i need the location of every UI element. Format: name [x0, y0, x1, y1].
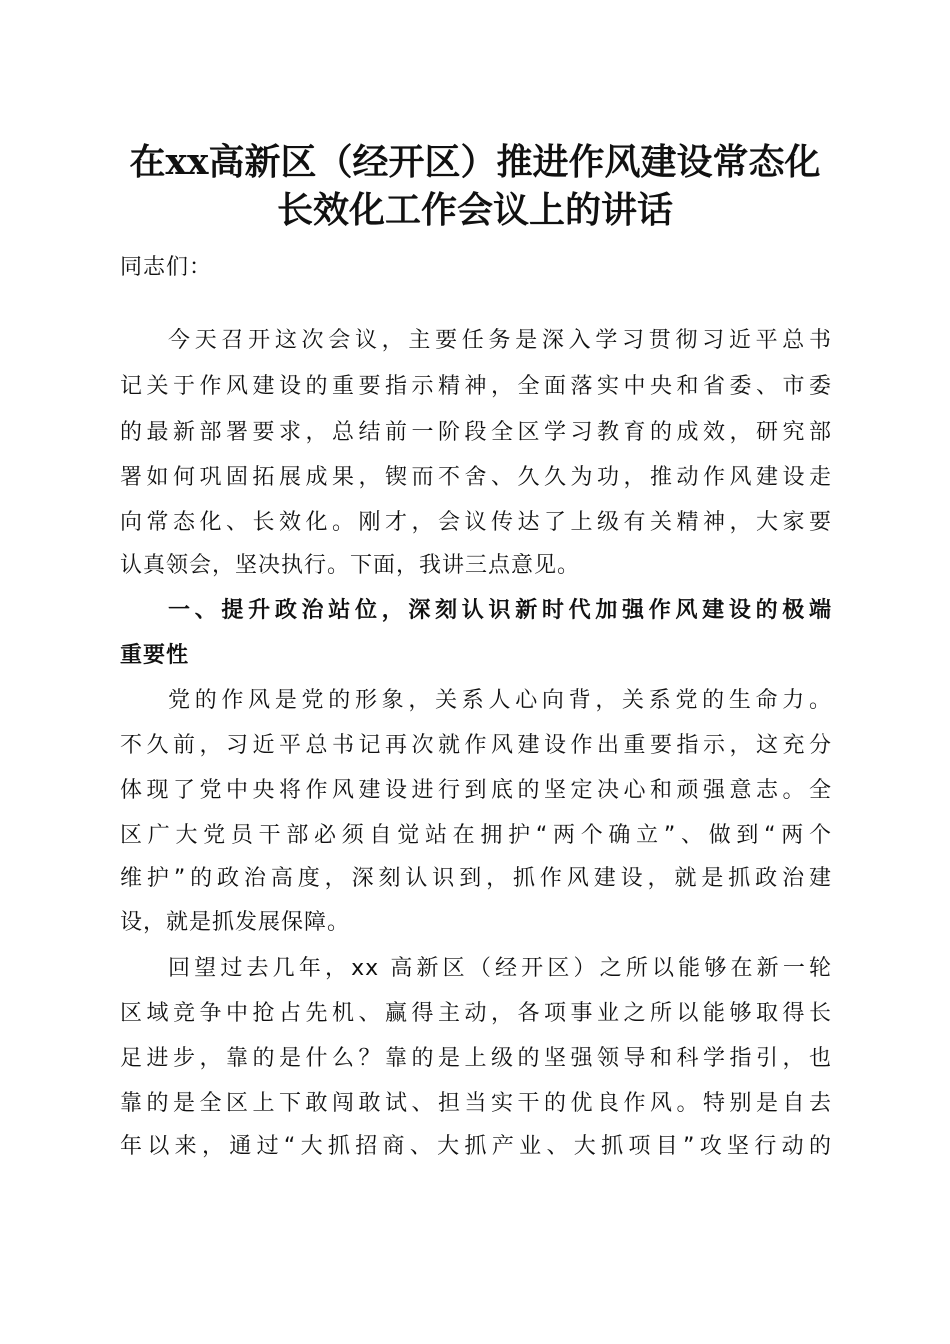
- paragraph-line: 不久前，习近平总书记再次就作风建设作出重要指示，这充分: [120, 733, 832, 758]
- paragraph-line: 的最新部署要求，总结前一阶段全区学习教育的成效，研究部: [120, 420, 832, 445]
- document-title-line-1: 在xx高新区（经开区）推进作风建设常态化: [129, 141, 821, 183]
- paragraph-line: 体现了党中央将作风建设进行到底的坚定决心和顽强意志。全: [120, 778, 832, 803]
- paragraph-line: 区广大党员干部必须自觉站在拥护“两个确立”、做到“两个: [120, 823, 832, 848]
- paragraph-line: 维护”的政治高度，深刻认识到，抓作风建设，就是抓政治建: [120, 866, 832, 891]
- paragraph-line: 区域竞争中抢占先机、赢得主动，各项事业之所以能够取得长: [120, 1001, 832, 1026]
- paragraph-line: 靠的是全区上下敢闯敢试、担当实干的优良作风。特别是自去: [120, 1091, 832, 1116]
- paragraph-line: 足进步，靠的是什么？靠的是上级的坚强领导和科学指引，也: [120, 1046, 832, 1071]
- paragraph-line: 认真领会，坚决执行。下面，我讲三点意见。: [120, 553, 581, 578]
- paragraph-line: 年以来，通过“大抓招商、大抓产业、大抓项目”攻坚行动的: [120, 1134, 832, 1159]
- paragraph-line: 今天召开这次会议，主要任务是深入学习贯彻习近平总书: [168, 328, 832, 353]
- section-heading-line: 重要性: [120, 643, 190, 668]
- section-heading-line: 一、提升政治站位，深刻认识新时代加强作风建设的极端: [168, 598, 832, 623]
- salutation: 同志们：: [120, 255, 213, 280]
- paragraph-line: 记关于作风建设的重要指示精神，全面落实中央和省委、市委: [120, 374, 832, 399]
- paragraph-line: 设，就是抓发展保障。: [120, 910, 351, 935]
- paragraph-line: 向常态化、长效化。刚才，会议传达了上级有关精神，大家要: [120, 510, 832, 535]
- paragraph-line: 署如何巩固拓展成果，锲而不舍、久久为功，推动作风建设走: [120, 465, 832, 490]
- paragraph-line: 回望过去几年，xx 高新区（经开区）之所以能够在新一轮: [168, 956, 832, 981]
- paragraph-line: 党的作风是党的形象，关系人心向背，关系党的生命力。: [168, 688, 832, 713]
- document-title-line-2: 长效化工作会议上的讲话: [276, 189, 673, 231]
